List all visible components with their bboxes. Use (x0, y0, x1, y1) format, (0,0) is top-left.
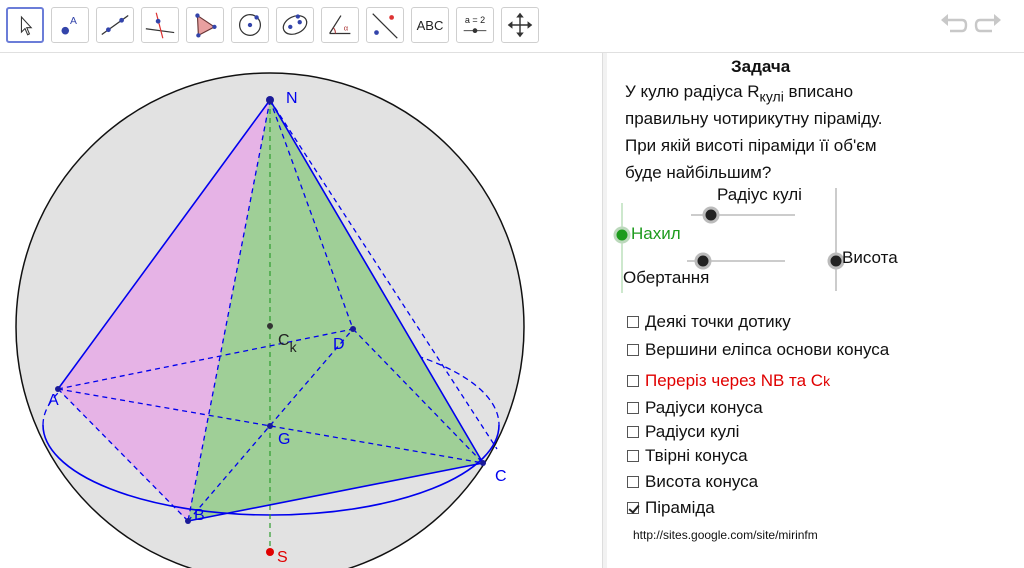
polygon-icon (187, 8, 223, 42)
point-B[interactable] (185, 518, 191, 524)
source-url[interactable]: http://sites.google.com/site/mirinfm (633, 528, 818, 542)
svg-text:α: α (343, 23, 349, 33)
height-slider-handle[interactable] (829, 254, 843, 268)
checkbox-box[interactable] (627, 316, 639, 328)
checkbox-tangent-points[interactable]: Деякі точки дотику (627, 312, 791, 332)
point-N[interactable] (266, 96, 274, 104)
label-A: A (48, 392, 59, 409)
perpendicular-line-icon (142, 8, 178, 42)
toolbar (0, 0, 1024, 53)
polygon-tool-button[interactable] (186, 7, 224, 43)
task-line-2: правильну чотирикутну піраміду. (625, 109, 883, 128)
angle-tool-button[interactable] (321, 7, 359, 43)
checkbox-sphere-radii[interactable]: Радіуси кулі (627, 422, 739, 442)
task-line-3: При якій висоті піраміди її об'єм (625, 136, 877, 155)
reflect-icon (367, 8, 403, 42)
label-S: S (277, 549, 288, 566)
line-tool-button[interactable] (96, 7, 134, 43)
svg-text:A: A (70, 16, 77, 28)
checkbox-box-checked[interactable] (627, 502, 639, 514)
checkbox-box[interactable] (627, 402, 639, 414)
move-graphics-view-tool-button[interactable] (501, 7, 539, 43)
ellipse-tool-button[interactable] (276, 7, 314, 43)
task-title: Задача (731, 57, 791, 76)
point-D[interactable] (350, 326, 356, 332)
label-B: B (194, 507, 205, 524)
line-icon (97, 8, 133, 42)
text-tool-label: ABC (416, 17, 444, 33)
label-G: G (278, 431, 291, 448)
graphics-view[interactable] (0, 53, 600, 568)
checkbox-cone-radii[interactable]: Радіуси конуса (627, 398, 763, 418)
checkbox-box[interactable] (627, 375, 639, 387)
circle-tool-button[interactable] (231, 7, 269, 43)
checkbox-ellipse-vertices[interactable]: Вершини еліпса основи конуса (627, 340, 889, 360)
circle-icon (232, 8, 268, 42)
slider-icon (457, 8, 493, 42)
checkbox-box[interactable] (627, 344, 639, 356)
checkbox-pyramid[interactable]: Піраміда (627, 498, 715, 518)
height-slider-label: Висота (842, 248, 898, 267)
label-Ck: Ck (278, 332, 297, 355)
task-line-1: У кулю радіуса $R_{кулі}$ вписано (625, 82, 854, 105)
point-S[interactable] (266, 548, 274, 556)
checkbox-box[interactable] (627, 450, 639, 462)
task-line-4: буде найбільшим? (625, 163, 772, 182)
label-N: N (286, 90, 298, 107)
rotation-slider-handle[interactable] (696, 254, 710, 268)
label-D: D (333, 336, 345, 353)
radius-slider-label: Радіус кулі (717, 185, 802, 204)
checkbox-box[interactable] (627, 476, 639, 488)
point-tool-button[interactable] (51, 7, 89, 43)
point-C[interactable] (480, 460, 486, 466)
radius-slider-handle[interactable] (704, 208, 718, 222)
cursor-arrow-icon (8, 9, 42, 41)
redo-icon[interactable] (974, 10, 1004, 40)
tilt-slider-handle[interactable] (615, 228, 629, 242)
tilt-slider-label: Нахил (631, 224, 681, 243)
rotation-slider-label: Обертання (623, 268, 710, 287)
checkbox-cone-height[interactable]: Висота конуса (627, 472, 758, 492)
ellipse-icon (277, 8, 313, 42)
label-C: C (495, 468, 507, 485)
point-G[interactable] (267, 423, 273, 429)
info-panel (607, 53, 1024, 568)
text-tool-button[interactable] (411, 7, 449, 43)
checkbox-cone-generatrices[interactable]: Твірні конуса (627, 446, 748, 466)
slider-tool-label: a = 2 (464, 15, 486, 25)
point-Ck[interactable] (267, 323, 273, 329)
point-icon (52, 8, 88, 42)
move-arrows-icon (502, 8, 538, 42)
checkbox-section-nb-ck[interactable]: Переріз через NB та C k (627, 371, 830, 391)
perpendicular-line-tool-button[interactable] (141, 7, 179, 43)
slider-tool-button[interactable] (456, 7, 494, 43)
undo-icon[interactable] (938, 10, 968, 40)
checkbox-box[interactable] (627, 426, 639, 438)
reflect-tool-button[interactable] (366, 7, 404, 43)
move-tool-button[interactable] (6, 7, 44, 43)
angle-icon (322, 8, 358, 42)
